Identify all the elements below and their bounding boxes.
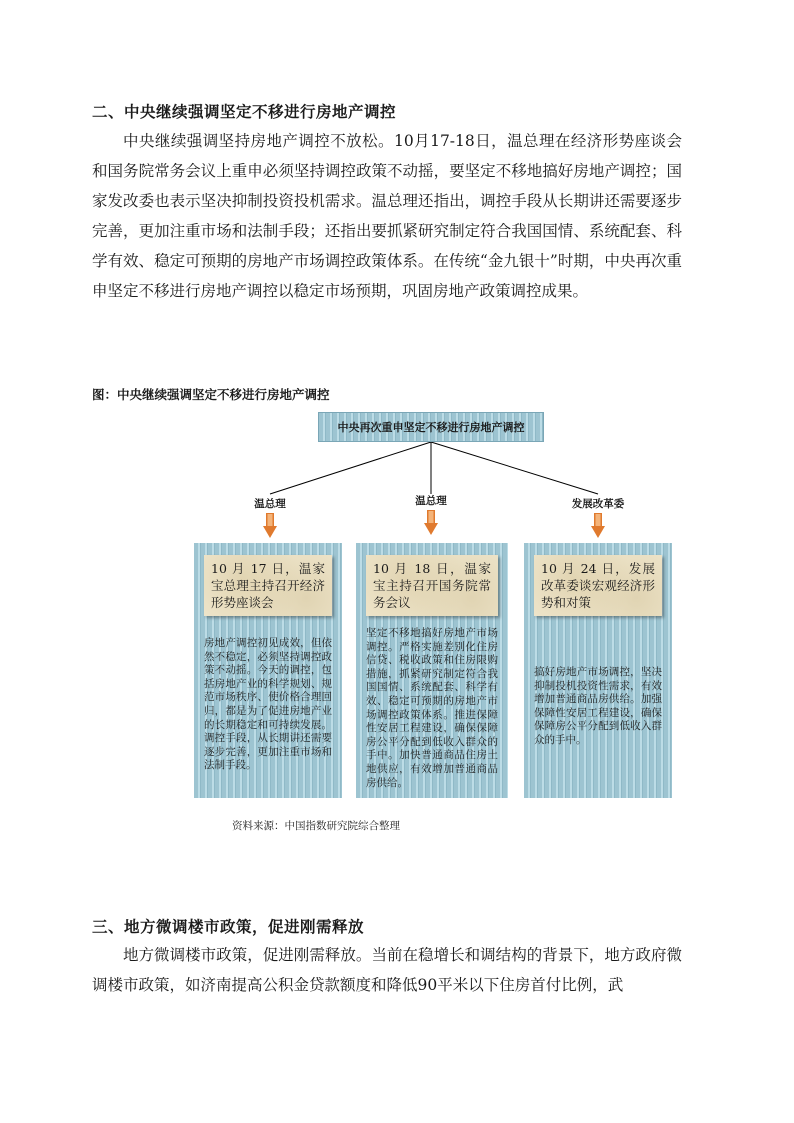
down-arrow-icon — [424, 510, 438, 536]
column-headline: 10 月 24 日，发展改革委谈宏观经济形势和对策 — [534, 555, 662, 616]
column-headline: 10 月 18 日，温家宝主持召开国务院常务会议 — [366, 555, 498, 616]
branch-label-1: 温总理 — [254, 498, 286, 510]
top-box-label: 中央再次重申坚定不移进行房地产调控 — [337, 421, 525, 434]
connector-line-right — [431, 442, 598, 494]
down-arrow-icon — [263, 513, 277, 539]
column-ndrc-oct24 — [524, 543, 672, 798]
column-headline: 10 月 17 日，温家宝总理主持召开经济形势座谈会 — [204, 555, 332, 616]
column-wen-oct18 — [356, 543, 508, 798]
section-heading: 三、地方微调楼市政策，促进刚需释放 — [92, 918, 365, 936]
figure-source: 资料来源：中国指数研究院综合整理 — [232, 820, 400, 832]
column-body: 坚定不移地搞好房地产市场调控。严格实施差别化住房信贷、税收政策和住房限购措施，抓紧研究制定符合我国国情、系统配套、科学有效、稳定可预期的房地产市场调控政策体系。推进保障性安居工程建设，确保保障房公平分配到低收入群众的手中。加快普通商品住房土地供应，有效增加普通商品房供给。 — [366, 627, 498, 789]
section-paragraph: 中央继续强调坚持房地产调控不放松。10月17-18日，温总理在经济形势座谈会和国务院常务会议上重申必须坚持调控政策不动摇，要坚定不移地搞好房地产调控；国家发改委也表示坚决抑制投资投机需求。温总理还指出，调控手段从长期讲还需要逐步完善，更加注重市场和法制手段；还指出要抓紧研究制定符合我国国情、系统配套、科学有效、稳定可预期的房地产市场调控政策体系。在传统“金九银十”时期，中央再次重申坚定不移进行房地产调控以稳定市场预期，巩固房地产政策调控成果。 — [92, 132, 682, 300]
branch-label-2: 温总理 — [415, 495, 447, 507]
column-wen-oct17 — [194, 543, 342, 798]
column-body: 房地产调控初见成效，但依然不稳定，必须坚持调控政策不动摇。今天的调控，包括房地产业的科学规划、规范市场秩序、使价格合理回归，都是为了促进房地产业的长期稳定和可持续发展。调控手段，从长期讲还需要逐步完善，更加注重市场和法制手段。 — [204, 637, 332, 772]
down-arrow-icon — [591, 513, 605, 539]
section-paragraph: 地方微调楼市政策，促进刚需释放。当前在稳增长和调结构的背景下，地方政府微调楼市政策，如济南提高公积金贷款额度和降低90平米以下住房首付比例，武 — [92, 946, 682, 994]
section-heading: 二、中央继续强调坚定不移进行房地产调控 — [92, 103, 397, 121]
branch-label-3: 发展改革委 — [571, 498, 625, 510]
column-body: 搞好房地产市场调控，坚决抑制投机投资性需求，有效增加普通商品房供给。加强保障性安居工程建设，确保保障房公平分配到低收入群众的手中。 — [534, 666, 662, 746]
connector-line-left — [270, 442, 431, 494]
top-box — [318, 412, 544, 442]
figure-caption: 图：中央继续强调坚定不移进行房地产调控 — [92, 387, 330, 402]
